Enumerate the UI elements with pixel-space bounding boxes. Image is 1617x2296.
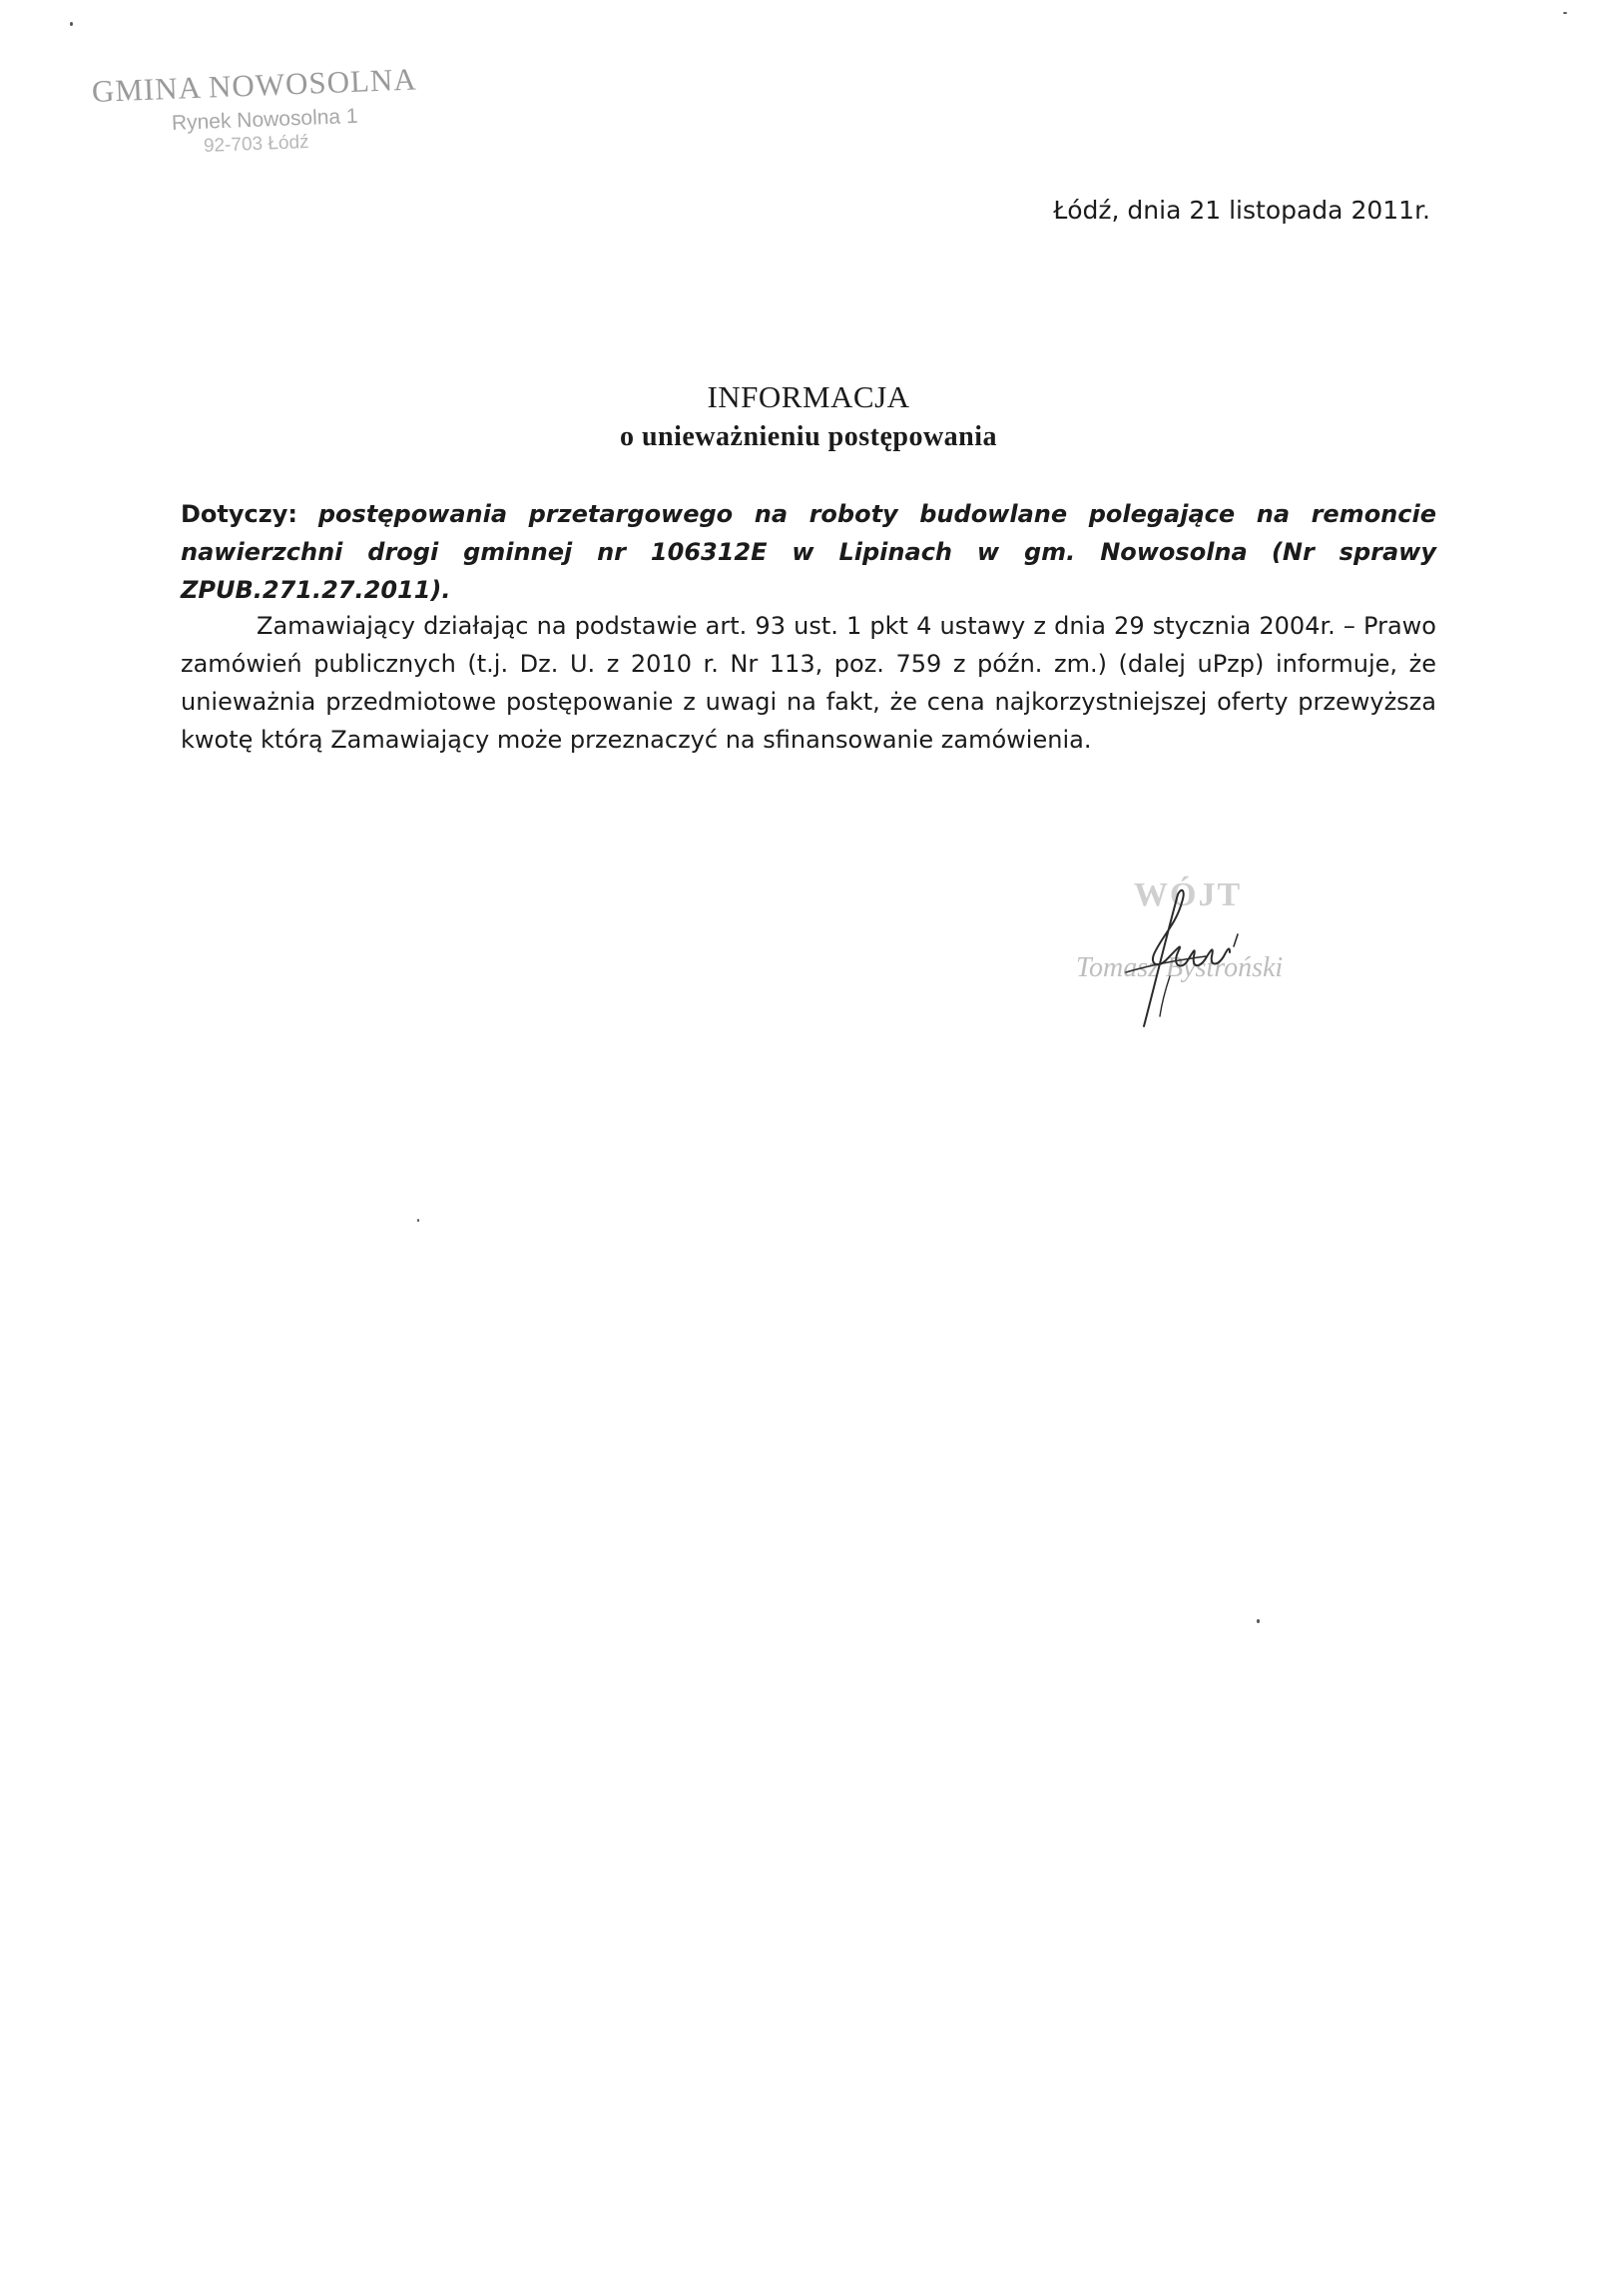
- case-number: (Nr sprawy ZPUB.271.27.2011).: [181, 538, 1436, 604]
- header-stamp: [91, 61, 471, 158]
- signature-name: Tomasz Bystroński: [1076, 952, 1284, 983]
- scan-speck: [70, 22, 73, 26]
- stamp-address: Rynek Nowosolna 1: [171, 104, 359, 135]
- stamp-institution: GMINA NOWOSOLNA: [91, 61, 418, 109]
- signature-stamp: [1066, 876, 1326, 1046]
- subject-paragraph: [181, 495, 1436, 609]
- scan-speck: [1563, 12, 1567, 14]
- subject-label: Dotyczy:: [181, 500, 297, 528]
- signature-title: WÓJT: [1134, 876, 1243, 913]
- scan-speck: [417, 1219, 419, 1222]
- document-title: INFORMACJA: [707, 379, 910, 414]
- stamp-postcode: 92-703 Łódź: [203, 131, 309, 157]
- body-paragraph: Zamawiający działając na podstawie art. 93 ust. 1 pkt 4 ustawy z dnia 29 stycznia 2004r. – Prawo zamówień publicznych (t.j. Dz. U. z 2010 r. Nr 113, poz. 759 z późn. zm.) (dalej uPzp) informuje, że unieważnia przedmiotowe postępowanie z uwagi na fakt, że cena najkorzystniejszej oferty przewyższa kwotę którą Zamawiający może przeznaczyć na sfinansowanie zamówienia.: [181, 612, 1436, 754]
- handwritten-signature: [1066, 876, 1326, 1046]
- subject-text: postępowania przetargowego na roboty budowlane polegające na remoncie nawierzchni drogi gminnej nr 106312E w Lipinach w gm. Nowosolna: [181, 500, 1436, 566]
- scan-speck: [1257, 1619, 1260, 1623]
- document-date: Łódź, dnia 21 listopada 2011r.: [1053, 196, 1430, 225]
- document-subtitle: o unieważnieniu postępowania: [619, 421, 998, 452]
